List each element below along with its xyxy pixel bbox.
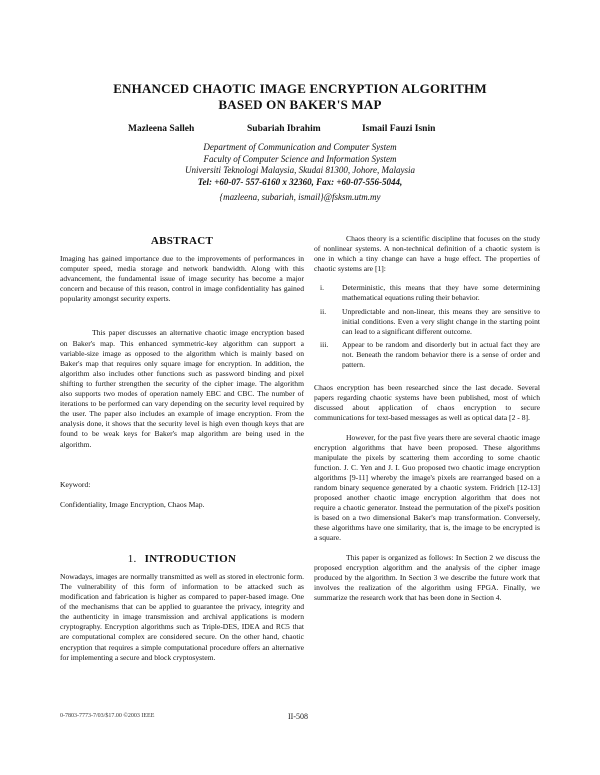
left-column xyxy=(60,234,304,672)
keyword-list: Confidentiality, Image Encryption, Chaos Map. xyxy=(60,499,205,509)
title-line-1: ENHANCED CHAOTIC IMAGE ENCRYPTION ALGORITHM xyxy=(113,81,487,96)
list-item-text: Unpredictable and non-linear, this means they are sensitive to initial conditions. Even a very slight change in the starting point can lead to a significant different outcome. xyxy=(342,306,540,336)
organization-paragraph: This paper is organized as follows: In Section 2 we discuss the proposed encryption algorithm and the analysis of the cipher image produced by the algorithm. In Section 3 we describe the future work that involves the realization of the algorithm using FPGA. Finally, we summarize the research work that has been done in Section 4. xyxy=(314,552,540,602)
affiliation-faculty: Faculty of Computer Science and Information System xyxy=(203,153,397,164)
paper-title xyxy=(60,81,540,113)
affiliation-department: Department of Communication and Computer System xyxy=(203,142,397,152)
list-item-text: Appear to be random and disorderly but in actual fact they are not. Beneath the random behavior there is a sense of order and pattern. xyxy=(342,339,540,370)
list-marker: iii. xyxy=(320,339,329,349)
list-item xyxy=(314,340,540,370)
chaos-paragraph: Chaos theory is a scientific discipline that focuses on the study of nonlinear systems. A non-technical definition of a chaotic system is one in which a tiny change can have a huge effect. The properties of chaotic systems are [1]: xyxy=(314,234,540,274)
list-item-text: Deterministic, this means that they have some determining mathematical equations ruling their behavior. xyxy=(342,283,540,303)
list-marker: i. xyxy=(320,283,325,293)
list-marker: ii. xyxy=(320,306,327,316)
affiliation-university: Universiti Teknologi Malaysia, Skudai 81300, Johore, Malaysia xyxy=(184,165,416,175)
affiliation-email: {mazleena, subariah, ismail}@fsksm.utm.my xyxy=(219,192,381,202)
author-2: Subariah Ibrahim xyxy=(247,124,321,134)
abstract-paragraph-1: Imaging has gained importance due to the improvements of performances in computer speed, media storage and network bandwidth. Along with this advancement, the fundamental issue of image security has become a major concern and because of this reason, control in image confidentiality has gained popularity amongst security experts. xyxy=(60,254,304,304)
chaos-properties-list xyxy=(314,283,540,370)
section-number: 1. xyxy=(127,552,137,565)
chaos-research-paragraph: Chaos encryption has been researched since the last decade. Several papers regarding chaotic systems have been published, most of which discussed about application of chaos encryption to secure communications for text-based messages as well as optical data [2 - 8]. xyxy=(314,383,540,423)
author-1: Mazleena Salleh xyxy=(128,124,195,134)
copyright-footer: 0-7803-7773-7/03/$17.00 ©2003 IEEE xyxy=(60,713,155,719)
list-item xyxy=(314,283,540,303)
affiliation-block xyxy=(120,142,480,204)
prior-work-paragraph: However, for the past five years there are several chaotic image encryption algorithms that have been proposed. These algorithms manipulate the pixels by scattering them according to some chaotic function. J. C. Yen and J. I. Guo proposed two chaotic image encryption algorithms [9-11] whereby the image's pixels are rearranged based on a random binary sequence generated by a chaotic system. Fridrich [12-13] proposed another chaotic image encryption algorithm that does not require a chaotic generator. Instead the permutation of the pixel's position is based on a two dimensional Baker's map transformation. Conversely, these algorithms have one similarity, that is, the image to be encrypted is a square. xyxy=(314,432,540,543)
title-line-2: BASED ON BAKER'S MAP xyxy=(218,97,382,112)
section-title: INTRODUCTION xyxy=(144,552,237,565)
introduction-heading xyxy=(60,554,304,564)
introduction-paragraph-1: Nowadays, images are normally transmitted as well as stored in electronic form. The vulnerability of this form of information to be attacked such as modification and fabrication is higher as compared to paper-based image. One of the mechanisms that can be applied to guarantee the privacy, integrity and the authenticity in image transmission and archival applications is modern cryptography. Encryption algorithms such as Triple-DES, IDEA and RC5 that are computational complex are considered secure. On the other hand, chaotic encryption that requires a simple computational procedure offers an alternative for implementing a secure and block cryptosystem. xyxy=(60,571,304,662)
abstract-heading: ABSTRACT xyxy=(150,235,214,247)
abstract-paragraph-2: This paper discusses an alternative chaotic image encryption based on Baker's map. This enhanced symmetric-key algorithm can support a variable-size image as opposed to the algorithm which is mainly based on Baker's map that requires only square image for encryption. In addition, the algorithm also includes other functions such as password binding and pixel shifting to further strengthen the security of the cipher image. The algorithm also supports two modes of operation namely EBC and CBC. The number of iterations to be performed can vary depending on the security level required by the user. The paper also includes an example of image encryption. From the analysis done, it shows that the security level is high even though keys that are found to be weak keys for Baker's map algorithm are being used in the algorithm. xyxy=(60,328,304,449)
author-3: Ismail Fauzi Isnin xyxy=(362,124,436,134)
page-number: II-508 xyxy=(288,712,308,721)
keyword-label: Keyword: xyxy=(60,479,91,489)
list-item xyxy=(314,307,540,337)
right-column xyxy=(314,234,540,612)
affiliation-contact: Tel: +60-07- 557-6160 x 32360, Fax: +60-07-556-5044, xyxy=(197,176,403,187)
